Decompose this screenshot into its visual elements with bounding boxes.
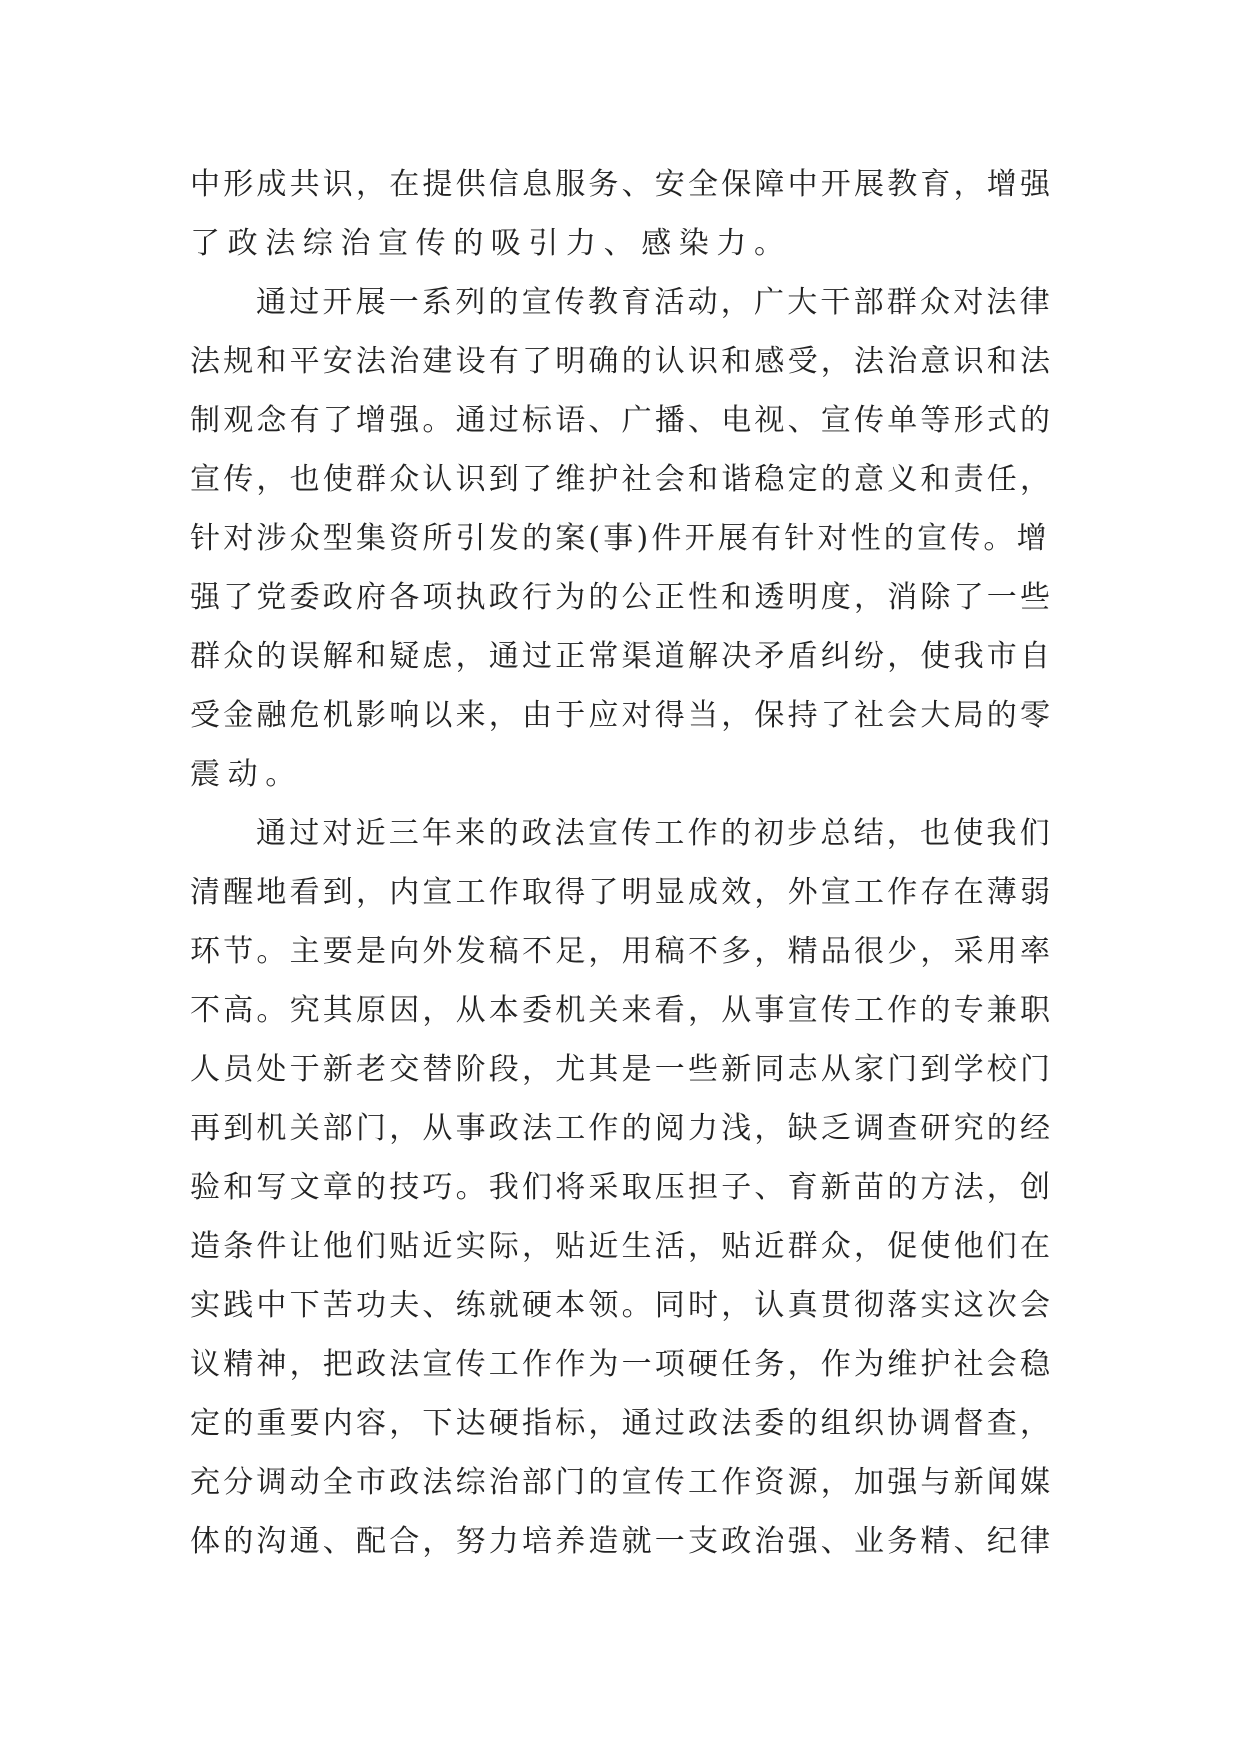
text-line: 充分调动全市政法综治部门的宣传工作资源，加强与新闻媒 xyxy=(190,1465,1054,1500)
text-line: 验和写文章的技巧。我们将采取压担子、育新苗的方法，创 xyxy=(190,1170,1054,1205)
text-line: 人员处于新老交替阶段，尤其是一些新同志从家门到学校门 xyxy=(190,1052,1054,1087)
text-line: 群众的误解和疑虑，通过正常渠道解决矛盾纠纷，使我市自 xyxy=(190,639,1054,674)
text-line: 法规和平安法治建设有了明确的认识和感受，法治意识和法 xyxy=(190,344,1054,379)
text-line: 针对涉众型集资所引发的案(事)件开展有针对性的宣传。增 xyxy=(190,521,1050,556)
text-line: 清醒地看到，内宣工作取得了明显成效，外宣工作存在薄弱 xyxy=(190,875,1054,910)
text-line: 不高。究其原因，从本委机关来看，从事宣传工作的专兼职 xyxy=(190,993,1054,1028)
text-line: 定的重要内容，下达硬指标，通过政法委的组织协调督查， xyxy=(190,1406,1054,1441)
text-line: 制观念有了增强。通过标语、广播、电视、宣传单等形式的 xyxy=(190,403,1054,438)
text-line: 了政法综治宣传的吸引力、感染力。 xyxy=(190,226,792,261)
text-line: 再到机关部门，从事政法工作的阅力浅，缺乏调查研究的经 xyxy=(190,1111,1054,1146)
text-line: 强了党委政府各项执政行为的公正性和透明度，消除了一些 xyxy=(190,580,1054,615)
text-line: 环节。主要是向外发稿不足，用稿不多，精品很少，采用率 xyxy=(190,934,1054,969)
body-text xyxy=(190,155,1060,1571)
text-line: 受金融危机影响以来，由于应对得当，保持了社会大局的零 xyxy=(190,698,1054,733)
text-line: 中形成共识，在提供信息服务、安全保障中开展教育，增强 xyxy=(190,167,1054,202)
paragraph-first-line: 通过开展一系列的宣传教育活动，广大干部群众对法律 xyxy=(256,285,1053,320)
text-line: 实践中下苦功夫、练就硬本领。同时，认真贯彻落实这次会 xyxy=(190,1288,1054,1323)
paragraph-first-line: 通过对近三年来的政法宣传工作的初步总结，也使我们 xyxy=(256,816,1053,851)
text-line: 宣传，也使群众认识到了维护社会和谐稳定的意义和责任， xyxy=(190,462,1054,497)
text-line: 议精神，把政法宣传工作作为一项硬任务，作为维护社会稳 xyxy=(190,1347,1054,1382)
text-line: 体的沟通、配合，努力培养造就一支政治强、业务精、纪律 xyxy=(190,1524,1054,1559)
text-line: 震动。 xyxy=(190,757,303,792)
text-line: 造条件让他们贴近实际，贴近生活，贴近群众，促使他们在 xyxy=(190,1229,1054,1264)
